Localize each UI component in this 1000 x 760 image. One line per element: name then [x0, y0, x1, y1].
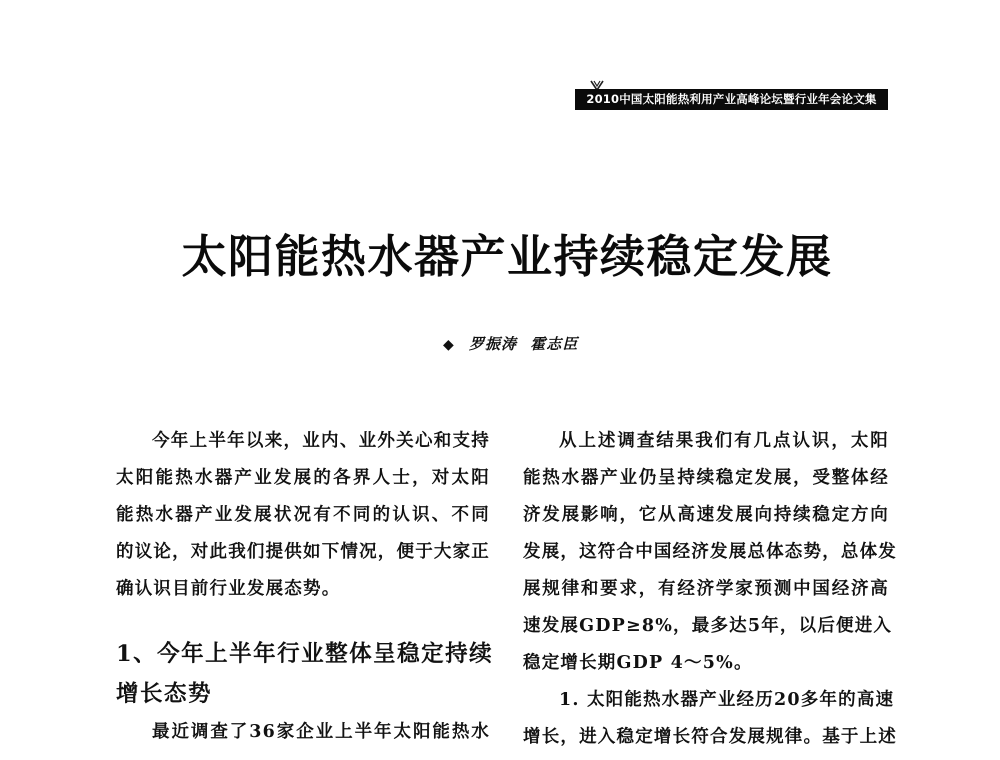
intro-paragraph	[116, 423, 490, 608]
text-line: 速发展GDP≥8%，最多达5年，以后便进入	[523, 616, 893, 636]
left-column	[116, 423, 494, 751]
right-column	[523, 423, 897, 756]
text-line: 稳定增长期GDP 4～5%。	[523, 653, 753, 673]
running-header	[575, 89, 888, 110]
text-line: 能热水器产业发展状况有不同的认识、不同	[116, 505, 490, 525]
heading-line: 增长态势	[116, 681, 213, 707]
text-line: 太阳能热水器产业发展的各界人士，对太阳	[116, 468, 490, 488]
section-paragraph	[116, 714, 490, 751]
diamond-bullet-icon: ◆	[443, 337, 454, 353]
text-line: 从上述调查结果我们有几点认识，太阳	[559, 431, 889, 451]
text-line: 发展，这符合中国经济发展总体态势，总体发	[523, 542, 897, 562]
text-line: 1. 太阳能热水器产业经历20多年的高速	[559, 690, 895, 710]
section-heading	[116, 634, 494, 714]
text-line: 的议论，对此我们提供如下情况，便于大家正	[116, 542, 490, 562]
author-name: 罗振涛	[469, 335, 518, 353]
text-line: 今年上半年以来，业内、业外关心和支持	[152, 431, 490, 451]
running-header-text: 2010中国太阳能热利用产业高峰论坛暨行业年会论文集	[586, 92, 877, 106]
heading-line: 1、今年上半年行业整体呈稳定持续	[116, 641, 494, 667]
text-line: 展规律和要求，有经济学家预测中国经济高	[523, 579, 889, 599]
text-line: 能热水器产业仍呈持续稳定发展，受整体经	[523, 468, 889, 488]
author-line	[443, 333, 586, 356]
paragraph-gap	[116, 608, 490, 634]
point-one-paragraph	[523, 682, 897, 756]
text-line: 增长，进入稳定增长符合发展规律。基于上述	[523, 727, 897, 747]
text-line: 最近调查了36家企业上半年太阳能热水	[152, 722, 490, 742]
analysis-paragraph	[523, 423, 897, 682]
text-line: 济发展影响，它从高速发展向持续稳定方向	[523, 505, 889, 525]
author-name: 霍志臣	[530, 335, 579, 353]
text-line: 确认识目前行业发展态势。	[116, 579, 341, 599]
article-title: 太阳能热水器产业持续稳定发展	[181, 230, 833, 283]
